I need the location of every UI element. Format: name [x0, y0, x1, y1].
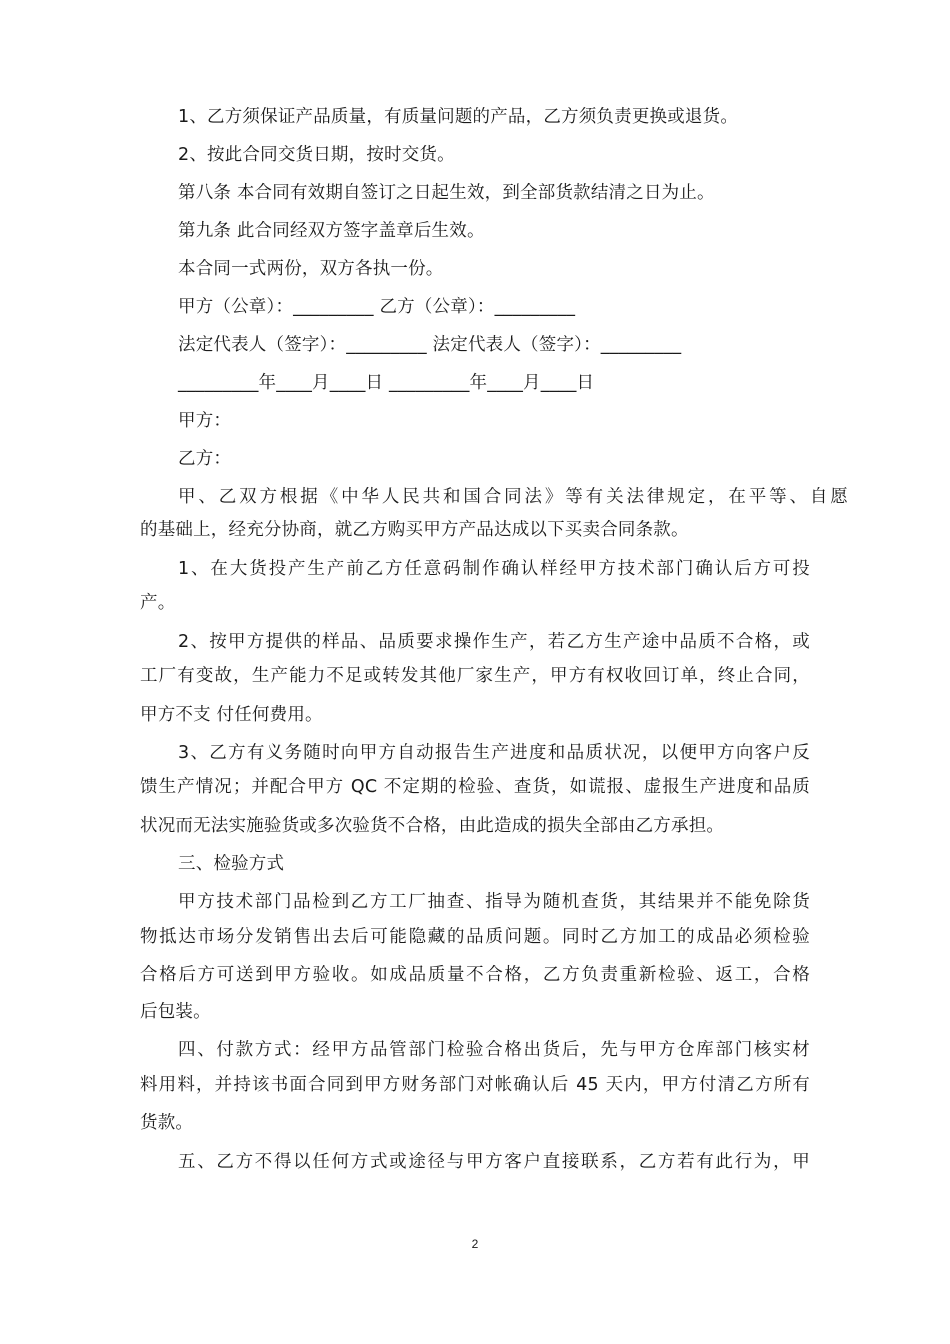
intro-paragraph-line-1: 甲、乙双方根据《中华人民共和国合同法》等有关法律规定，在平等、自愿: [178, 487, 848, 507]
item-3-line-2: 馈生产情况；并配合甲方 QC 不定期的检验、查货，如谎报、虚报生产进度和品质: [140, 777, 810, 797]
intro-paragraph-line-2: 的基础上，经充分协商，就乙方购买甲方产品达成以下买卖合同条款。: [140, 520, 689, 540]
payment-line-1: 四、付款方式：经甲方品管部门检验合格出货后，先与甲方仓库部门核实材: [178, 1040, 810, 1060]
page-number: 2: [471, 1237, 479, 1251]
inspection-line-2: 物抵达市场分发销售出去后可能隐藏的品质问题。同时乙方加工的成品必须检验: [140, 927, 810, 947]
inspection-line-1: 甲方技术部门品检到乙方工厂抽查、指导为随机查货，其结果并不能免除货: [178, 892, 810, 912]
item-3-line-1: 3、乙方有义务随时向甲方自动报告生产进度和品质状况，以便甲方向客户反: [178, 743, 810, 763]
item-2-line-3: 甲方不支 付任何费用。: [140, 705, 323, 725]
item-2-line-2: 工厂有变故，生产能力不足或转发其他厂家生产，甲方有权收回订单，终止合同，: [140, 666, 810, 686]
inspection-line-4: 后包装。: [140, 1002, 211, 1022]
party-b-label: 乙方：: [178, 449, 232, 469]
item-1-line-1: 1、在大货投产生产前乙方任意码制作确认样经甲方技术部门确认后方可投: [178, 559, 810, 579]
inspection-line-3: 合格后方可送到甲方验收。如成品质量不合格，乙方负责重新检验、返工，合格: [140, 965, 810, 985]
seal-line: 甲方（公章）：_________ 乙方（公章）：_________: [178, 297, 576, 317]
item-3-line-3: 状况而无法实施验货或多次验货不合格，由此造成的损失全部由乙方承担。: [140, 816, 725, 836]
section-inspection-heading: 三、检验方式: [178, 854, 285, 874]
payment-line-3: 货款。: [140, 1113, 194, 1133]
article-nine: 第九条 此合同经双方签字盖章后生效。: [178, 221, 485, 241]
article-eight: 第八条 本合同有效期自签订之日起生效，到全部货款结清之日为止。: [178, 183, 715, 203]
copies-note: 本合同一式两份，双方各执一份。: [178, 259, 444, 279]
item-1-line-2: 产。: [140, 593, 176, 613]
clause-five-line-1: 五、乙方不得以任何方式或途径与甲方客户直接联系，乙方若有此行为，甲: [178, 1152, 810, 1172]
clause-delivery: 2、按此合同交货日期，按时交货。: [178, 145, 455, 165]
date-line: _________年____月____日 _________年____月____日: [178, 373, 595, 393]
payment-line-2: 料用料，并持该书面合同到甲方财务部门对帐确认后 45 天内，甲方付清乙方所有: [140, 1075, 810, 1095]
party-a-label: 甲方：: [178, 411, 232, 431]
item-2-line-1: 2、按甲方提供的样品、品质要求操作生产，若乙方生产途中品质不合格，或: [178, 632, 810, 652]
signature-line: 法定代表人（签字）：_________ 法定代表人（签字）：_________: [178, 335, 682, 355]
clause-quality: 1、乙方须保证产品质量，有质量问题的产品，乙方须负责更换或退货。: [178, 107, 739, 127]
